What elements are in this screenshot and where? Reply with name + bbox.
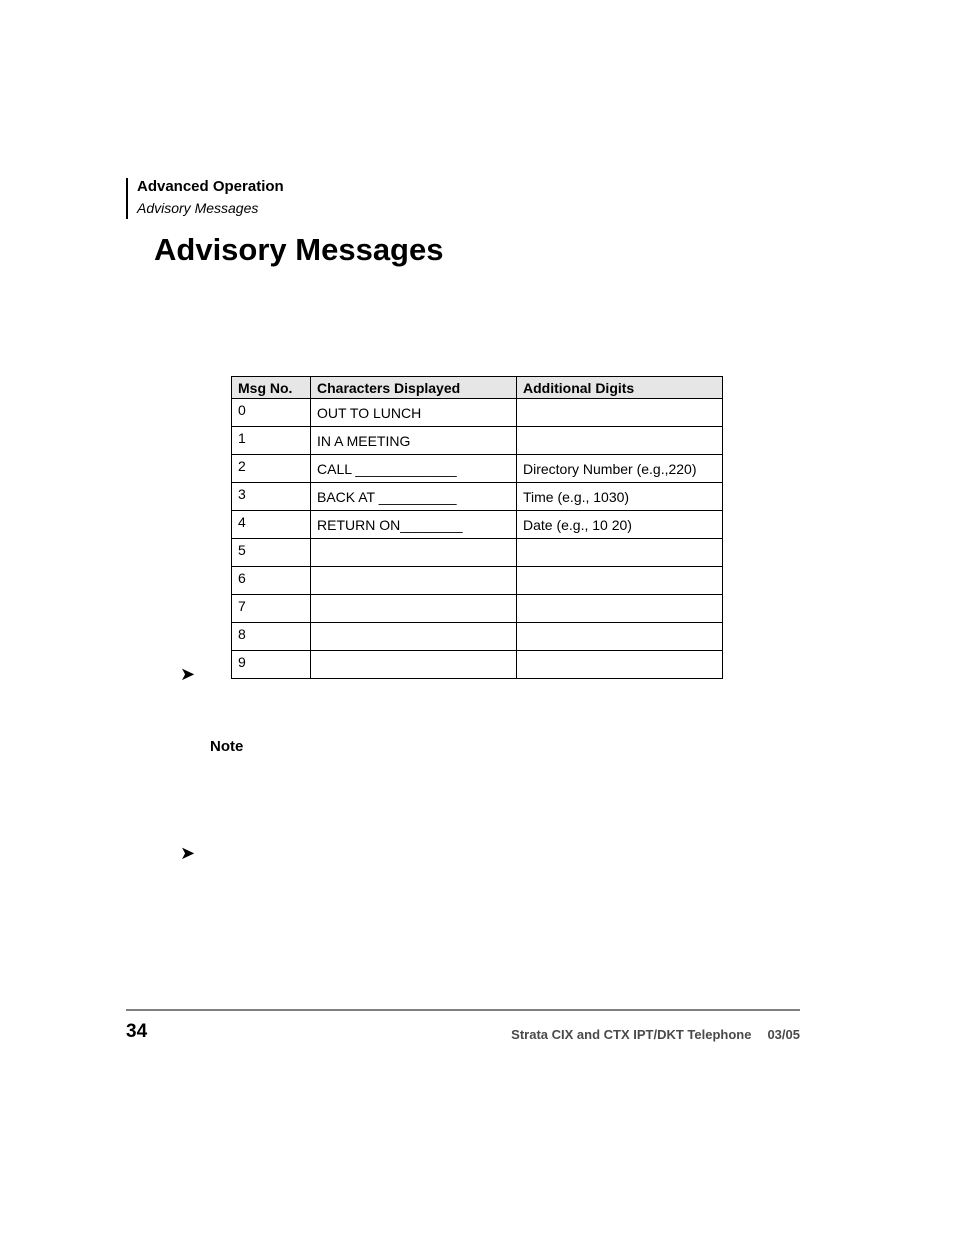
- characters-cell: CALL _____________: [311, 455, 517, 483]
- digits-cell: Time (e.g., 1030): [517, 483, 723, 511]
- table-row: [232, 651, 723, 679]
- footer-book-info: [511, 1027, 800, 1042]
- column-header-msg-no: Msg No.: [232, 377, 311, 399]
- characters-cell: IN A MEETING: [311, 427, 517, 455]
- digits-cell: [517, 595, 723, 623]
- characters-cell: [311, 623, 517, 651]
- msg-number-cell: 6: [232, 567, 311, 595]
- digits-cell: [517, 567, 723, 595]
- page-title: Advisory Messages: [154, 232, 444, 267]
- table-row: [232, 511, 723, 539]
- digits-cell: Directory Number (e.g.,220): [517, 455, 723, 483]
- characters-cell: [311, 651, 517, 679]
- characters-cell: [311, 539, 517, 567]
- table-header-row: [232, 377, 723, 399]
- page-number: 34: [126, 1021, 148, 1042]
- characters-cell: OUT TO LUNCH: [311, 399, 517, 427]
- table-row: [232, 567, 723, 595]
- table-row: [232, 427, 723, 455]
- digits-cell: [517, 399, 723, 427]
- table-row: [232, 399, 723, 427]
- msg-number-cell: 4: [232, 511, 311, 539]
- section-header: Advanced Operation: [137, 178, 284, 195]
- footer-book-title: Strata CIX and CTX IPT/DKT Telephone: [511, 1027, 752, 1042]
- msg-number-cell: 3: [232, 483, 311, 511]
- msg-number-cell: 2: [232, 455, 311, 483]
- advisory-messages-table: [231, 376, 723, 679]
- note-label: Note: [210, 738, 244, 755]
- msg-number-cell: 7: [232, 595, 311, 623]
- characters-cell: RETURN ON________: [311, 511, 517, 539]
- header-rule: [126, 178, 128, 219]
- table-row: [232, 595, 723, 623]
- step-arrow-icon: ➤: [180, 843, 196, 863]
- table-row: [232, 623, 723, 651]
- digits-cell: [517, 539, 723, 567]
- digits-cell: [517, 651, 723, 679]
- table-row: [232, 539, 723, 567]
- footer-date: 03/05: [767, 1027, 800, 1042]
- table-row: [232, 455, 723, 483]
- table-row: [232, 483, 723, 511]
- msg-number-cell: 5: [232, 539, 311, 567]
- column-header-additional-digits: Additional Digits: [517, 377, 723, 399]
- subsection-header: Advisory Messages: [137, 200, 259, 216]
- msg-number-cell: 1: [232, 427, 311, 455]
- msg-number-cell: 9: [232, 651, 311, 679]
- characters-cell: BACK AT __________: [311, 483, 517, 511]
- msg-number-cell: 0: [232, 399, 311, 427]
- digits-cell: Date (e.g., 10 20): [517, 511, 723, 539]
- characters-cell: [311, 567, 517, 595]
- digits-cell: [517, 623, 723, 651]
- step-arrow-icon: ➤: [180, 664, 196, 684]
- digits-cell: [517, 427, 723, 455]
- msg-number-cell: 8: [232, 623, 311, 651]
- footer-rule: [126, 1009, 800, 1011]
- column-header-characters: Characters Displayed: [311, 377, 517, 399]
- characters-cell: [311, 595, 517, 623]
